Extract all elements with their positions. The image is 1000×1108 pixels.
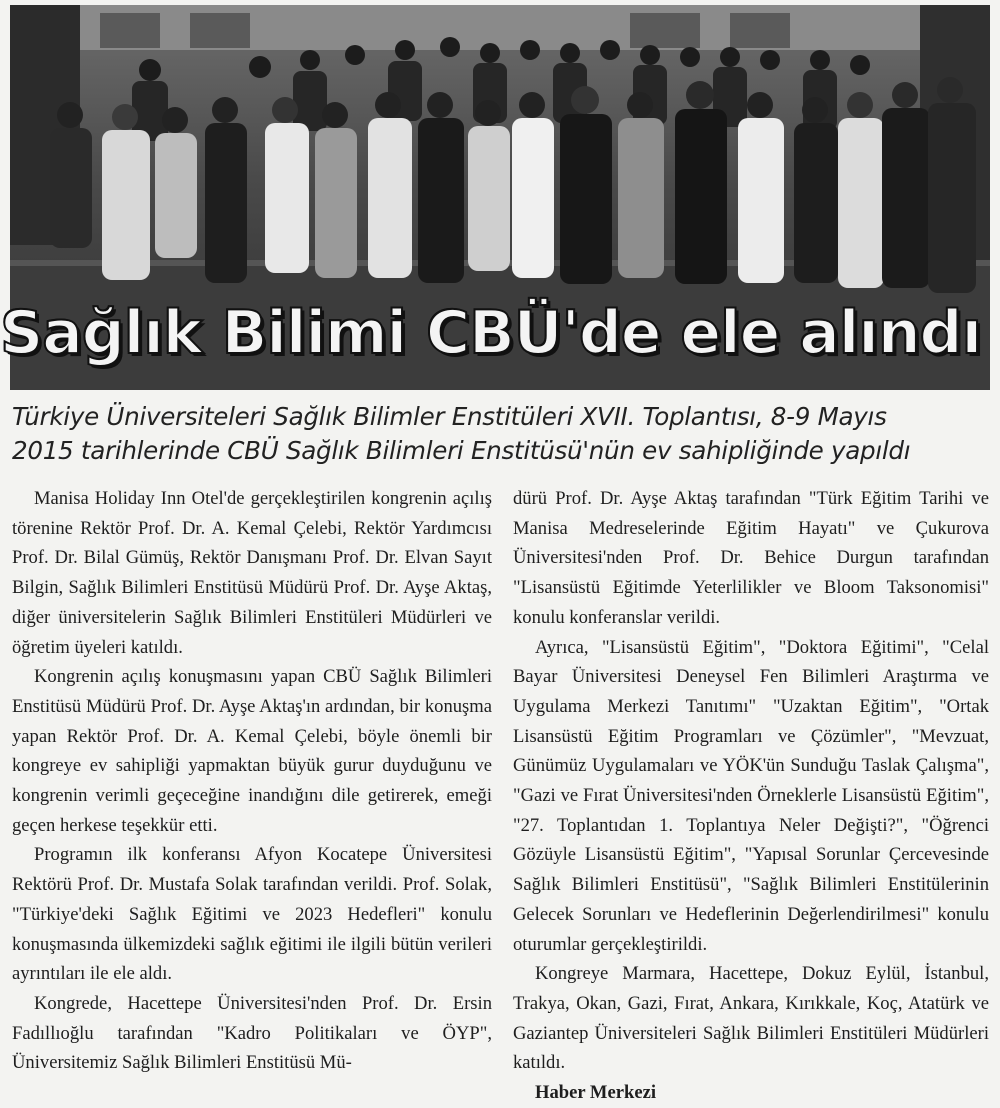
subhead-line: 2015 tarihlerinde CBÜ Sağlık Bilimleri Enstitüsü'nün ev sahipliğinde yapıldı	[12, 436, 911, 465]
subhead-line: Türkiye Üniversiteleri Sağlık Bilimler Enstitüleri XVII. Toplantısı, 8-9 Mayıs	[12, 402, 887, 431]
paragraph: Kongrede, Hacettepe Üniversitesi'nden Prof. Dr. Ersin Fadıllıoğlu tarafından "Kadro Politikaları ve ÖYP", Üniversitemiz Sağlık Bilimleri Enstitüsü Mü-	[12, 992, 492, 1074]
paragraph: dürü Prof. Dr. Ayşe Aktaş tarafından "Türk Eğitim Tarihi ve Manisa Medreselerinde Eğitim Hayatı" ve Çukurova Üniversitesi'nden Prof. Dr. Behice Durgun tarafından "Lisansüstü Eğitimde Yeterlilikler ve Bloom Taksonomisi" konulu konferanslar verildi.	[513, 488, 989, 628]
byline: Haber Merkezi	[535, 1082, 656, 1104]
paragraph: Manisa Holiday Inn Otel'de gerçekleştirilen kongrenin açılış törenine Rektör Prof. Dr. A. Kemal Çelebi, Rektör Yardımcısı Prof. Dr. Bilal Gümüş, Rektör Danışmanı Prof. Dr. Elvan Sayıt Bilgin, Sağlık Bilimleri Enstitüsü Müdürü Prof. Dr. Ayşe Aktaş, diğer üniversitelerin Sağlık Bilimleri Enstitüleri Müdürleri ve öğretim üyeleri katıldı.	[12, 488, 492, 658]
paragraph: Kongrenin açılış konuşmasını yapan CBÜ Sağlık Bilimleri Enstitüsü Müdürü Prof. Dr. Ayşe Aktaş'ın ardından, bir konuşma yapan Rektör Prof. Dr. A. Kemal Çelebi, böyle önemli bir kongreye ev sahipliği yapmaktan büyük gurur duyduğunu ve kongrenin verimli geçeceğine inandığını dile getirerek, emeği geçen herkese teşekkür etti.	[12, 666, 492, 836]
paragraph: Programın ilk konferansı Afyon Kocatepe Üniversitesi Rektörü Prof. Dr. Mustafa Solak tarafından verildi. Prof. Solak, "Türkiye'deki Sağlık Eğitimi ve 2023 Hedefleri" konulu konuşmasında ülkemizdeki sağlık eğitimi ile ilgili bütün verileri ayrıntıları ile ele aldı.	[12, 844, 492, 985]
paragraph: Kongreye Marmara, Hacettepe, Dokuz Eylül, İstanbul, Trakya, Okan, Gazi, Fırat, Ankara, Kırıkkale, Koç, Atatürk ve Gaziantep Üniversiteleri Sağlık Bilimleri Enstitüleri Müdürleri katıldı.	[513, 963, 989, 1074]
article-column-right	[513, 484, 989, 1108]
subhead	[12, 400, 992, 468]
article-column-left	[12, 484, 492, 1078]
headline: Sağlık Bilimi CBÜ'de ele alındı	[0, 298, 982, 368]
paragraph: Ayrıca, "Lisansüstü Eğitim", "Doktora Eğitimi", "Celal Bayar Üniversitesi Deneysel Fen Bilimleri Araştırma ve Uygulama Merkezi Tanıtımı" "Uzaktan Eğitim", "Ortak Lisansüstü Eğitim Programları ve Çözümler", "Mevzuat, Günümüz Uygulamaları ve YÖK'ün Sunduğu Taslak Çalışma", "Gazi ve Fırat Üniversitesi'nden Örneklerle Lisansüstü Eğitim", "27. Toplantıdan 1. Toplantıya Neler Değişti?", "Öğrenci Gözüyle Lisansüstü Eğitim", "Yapısal Sorunlar Çercevesinde Sağlık Bilimleri Enstitüsü", "Sağlık Bilimleri Enstitülerinin Gelecek Sorunları ve Hedeflerinin Değerlendirilmesi" konulu oturumlar gerçekleştirildi.	[513, 636, 989, 955]
